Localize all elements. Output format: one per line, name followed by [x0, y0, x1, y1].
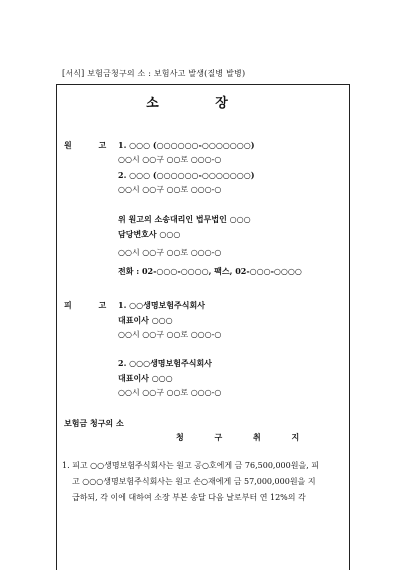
defendant-label: 피 고 — [64, 300, 119, 310]
plaintiff-2-address: ○○시 ○○구 ○○로 ○○○-○ — [118, 185, 222, 194]
claim-line-1: 1. 피고 ○○생명보험주식회사는 원고 공○호에게 금 76,500,000원을, 피 — [62, 461, 320, 470]
plaintiff-attorney: 담당변호사 ○○○ — [118, 229, 181, 239]
section-title-claims: 청 구 취 지 — [176, 432, 314, 442]
defendant-1-ceo: 대표이사 ○○○ — [118, 315, 173, 325]
plaintiff-1-name: 1. ○○○ (○○○○○○-○○○○○○○) — [118, 140, 255, 150]
representative-contact: 전화 : 02-○○○-○○○○, 팩스, 02-○○○-○○○○ — [118, 266, 302, 276]
claim-paragraph — [62, 458, 340, 506]
defendant-2-name: 2. ○○○생명보험주식회사 — [118, 358, 212, 368]
plaintiff-label: 원 고 — [64, 140, 119, 150]
defendant-1-name: 1. ○○생명보험주식회사 — [118, 300, 205, 310]
defendant-2-ceo: 대표이사 ○○○ — [118, 373, 173, 383]
case-name: 보험금 청구의 소 — [64, 418, 124, 428]
document-title: 소 장 — [146, 96, 254, 111]
form-caption: [서식] 보험금청구의 소 : 보험사고 발생(질병 발병) — [62, 69, 246, 78]
defendant-2-address: ○○시 ○○구 ○○로 ○○○-○ — [118, 388, 222, 397]
plaintiff-representative: 위 원고의 소송대리인 법무법인 ○○○ — [118, 214, 251, 224]
plaintiff-2-name: 2. ○○○ (○○○○○○-○○○○○○○) — [118, 170, 255, 180]
claim-line-3: 급하되, 각 이에 대하여 소장 부본 송달 다음 날로부터 연 12%의 각 — [72, 493, 306, 502]
defendant-1-address: ○○시 ○○구 ○○로 ○○○-○ — [118, 330, 222, 339]
representative-address: ○○시 ○○구 ○○로 ○○○-○ — [118, 248, 222, 257]
plaintiff-1-address: ○○시 ○○구 ○○로 ○○○-○ — [118, 155, 222, 164]
claim-line-2: 고 ○○○생명보험주식회사는 원고 손○재에게 금 57,000,000원을 지 — [72, 477, 316, 486]
